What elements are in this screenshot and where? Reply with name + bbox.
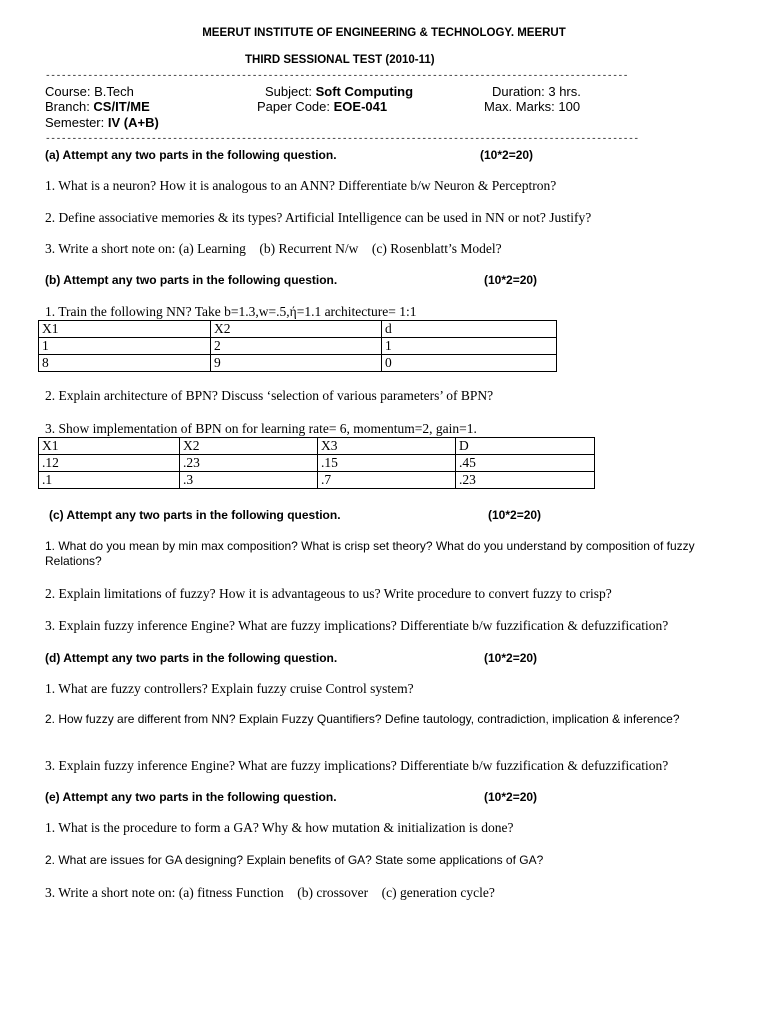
table-header-cell: X1	[39, 321, 211, 338]
section-c-question-1: 1. What do you mean by min max composition? What is crisp set theory? What do you understand by composition of fuzzy Relations?	[45, 539, 695, 568]
section-c-heading: (c) Attempt any two parts in the following question.	[49, 508, 341, 522]
paper-code-label: Paper Code:	[257, 99, 334, 114]
paper-code-field	[257, 99, 387, 114]
section-d-question-3: 3. Explain fuzzy inference Engine? What are fuzzy implications? Differentiate b/w fuzzification & defuzzification?	[45, 758, 669, 773]
section-b-question-3: 3. Show implementation of BPN on for learning rate= 6, momentum=2, gain=1.	[45, 421, 477, 436]
test-title: THIRD SESSIONAL TEST (2010-11)	[245, 54, 435, 66]
table-cell: .23	[180, 455, 318, 472]
section-c-question-3: 3. Explain fuzzy inference Engine? What are fuzzy implications? Differentiate b/w fuzzification & defuzzification?	[45, 618, 669, 633]
branch-label: Branch:	[45, 99, 94, 114]
section-b-question-1: 1. Train the following NN? Take b=1.3,w=.5,ή=1.1 architecture= 1:1	[45, 304, 417, 319]
section-d-marks: (10*2=20)	[484, 651, 538, 665]
section-c-marks: (10*2=20)	[488, 508, 542, 522]
course-value: B.Tech	[94, 84, 134, 99]
bpn-table	[38, 437, 595, 489]
section-d-question-1: 1. What are fuzzy controllers? Explain fuzzy cruise Control system?	[45, 681, 414, 696]
section-b-marks: (10*2=20)	[484, 273, 538, 287]
table-row	[39, 355, 557, 372]
table-cell: .3	[180, 472, 318, 489]
table-cell: .1	[39, 472, 180, 489]
section-e-marks: (10*2=20)	[484, 790, 538, 804]
table-cell: .15	[318, 455, 456, 472]
table-cell: 1	[39, 338, 211, 355]
divider-bottom: ----------------------------------------------------------------------------------------------------------------	[45, 133, 639, 144]
table-cell: 0	[382, 355, 557, 372]
subject-label: Subject:	[265, 84, 316, 99]
section-a-question-3: 3. Write a short note on: (a) Learning (b) Recurrent N/w (c) Rosenblatt’s Model?	[45, 241, 502, 256]
subject-field	[265, 84, 413, 99]
divider-top: --------------------------------------------------------------------------------------------------------------	[45, 70, 629, 81]
institute-title: MEERUT INSTITUTE OF ENGINEERING & TECHNOLOGY. MEERUT	[202, 27, 566, 39]
table-header-row	[39, 321, 557, 338]
table-cell: 1	[382, 338, 557, 355]
semester-field	[45, 115, 159, 130]
section-a-heading: (a) Attempt any two parts in the following question.	[45, 148, 337, 162]
table-cell: 2	[211, 338, 382, 355]
table-header-cell: X2	[211, 321, 382, 338]
section-a-marks: (10*2=20)	[480, 148, 534, 162]
subject-value: Soft Computing	[315, 84, 414, 99]
course-field	[45, 84, 134, 99]
section-b-question-2: 2. Explain architecture of BPN? Discuss ‘selection of various parameters’ of BPN?	[45, 388, 494, 403]
branch-value: CS/IT/ME	[93, 99, 150, 114]
section-e-question-2: 2. What are issues for GA designing? Explain benefits of GA? State some applications of GA?	[45, 853, 544, 867]
semester-value: IV (A+B)	[107, 115, 159, 130]
section-a-question-2: 2. Define associative memories & its types? Artificial Intelligence can be used in NN or not? Justify?	[45, 210, 592, 225]
section-e-heading: (e) Attempt any two parts in the following question.	[45, 790, 337, 804]
table-row	[39, 472, 595, 489]
table-header-cell: X2	[180, 438, 318, 455]
section-d-question-2: 2. How fuzzy are different from NN? Explain Fuzzy Quantifiers? Define tautology, contradiction, implication & inference?	[45, 712, 680, 726]
training-table	[38, 320, 557, 372]
table-cell: .7	[318, 472, 456, 489]
table-cell: .12	[39, 455, 180, 472]
table-header-cell: d	[382, 321, 557, 338]
table-cell: 9	[211, 355, 382, 372]
table-cell: .45	[456, 455, 595, 472]
table-cell: 8	[39, 355, 211, 372]
section-a-question-1: 1. What is a neuron? How it is analogous to an ANN? Differentiate b/w Neuron & Perceptron?	[45, 178, 557, 193]
table-row	[39, 338, 557, 355]
table-header-row	[39, 438, 595, 455]
table-cell: .23	[456, 472, 595, 489]
course-label: Course:	[45, 84, 95, 99]
duration-field: Duration: 3 hrs.	[492, 84, 581, 99]
paper-code-value: EOE-041	[333, 99, 388, 114]
section-b-heading: (b) Attempt any two parts in the following question.	[45, 273, 338, 287]
section-c-question-2: 2. Explain limitations of fuzzy? How it is advantageous to us? Write procedure to convert fuzzy to crisp?	[45, 586, 612, 601]
section-d-heading: (d) Attempt any two parts in the following question.	[45, 651, 338, 665]
max-marks-field: Max. Marks: 100	[484, 99, 581, 114]
table-header-cell: X1	[39, 438, 180, 455]
semester-label: Semester:	[45, 115, 108, 130]
table-header-cell: D	[456, 438, 595, 455]
section-e-question-1: 1. What is the procedure to form a GA? Why & how mutation & initialization is done?	[45, 820, 514, 835]
branch-field	[45, 99, 150, 114]
table-header-cell: X3	[318, 438, 456, 455]
table-row	[39, 455, 595, 472]
section-e-question-3: 3. Write a short note on: (a) fitness Function (b) crossover (c) generation cycle?	[45, 885, 495, 900]
